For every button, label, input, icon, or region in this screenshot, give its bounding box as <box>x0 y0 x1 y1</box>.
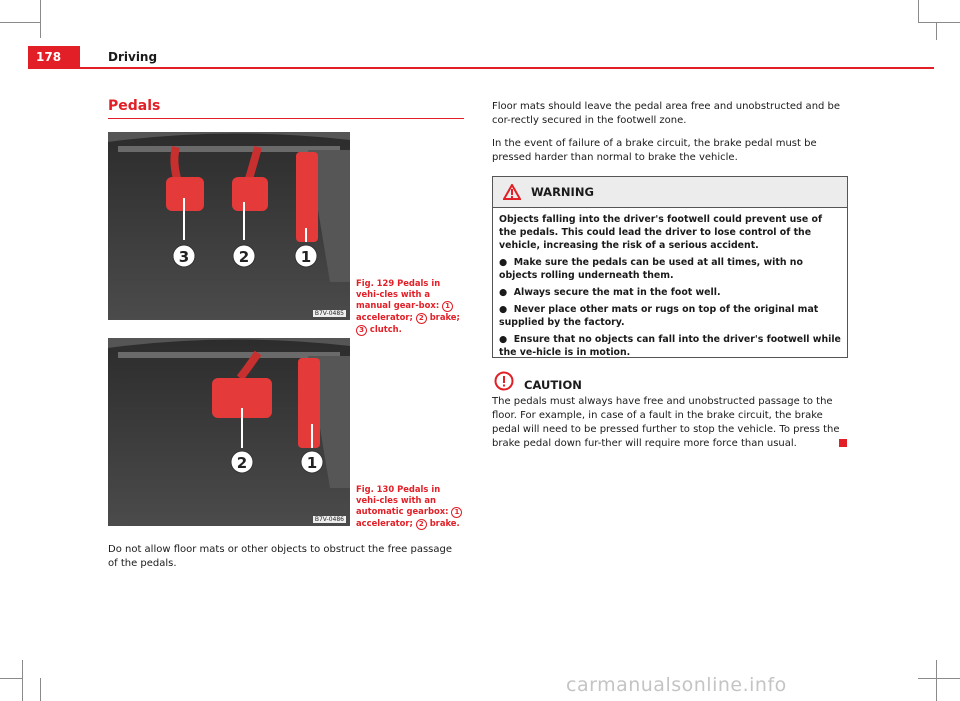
warning-lead: Objects falling into the driver's footwell could prevent use of the pedals. This could lead the driver to lose control of the vehicle, increasing the risk of a serious accident. <box>499 214 823 251</box>
figure-caption <box>356 278 466 336</box>
crop-mark <box>918 0 919 22</box>
bullet-icon: ● <box>499 257 514 268</box>
caption-text: accelerator; <box>356 518 413 528</box>
pedals-illustration <box>108 132 350 320</box>
warning-header <box>493 177 847 208</box>
warning-box <box>492 176 848 358</box>
body-paragraph: Do not allow floor mats or other objects to obstruct the free passage of the pedals. <box>108 544 453 569</box>
callout-1: 1 <box>300 248 312 266</box>
figure-automatic-pedals <box>108 338 350 526</box>
figure-code: B7V-0485 <box>314 310 344 317</box>
caption-text: Pedals in vehi-cles with a manual gear-box: <box>356 278 441 310</box>
warning-bullet <box>499 256 841 282</box>
caption-text: brake. <box>429 518 460 528</box>
caption-text: accelerator; <box>356 312 413 322</box>
caption-text: Pedals in vehi-cles with an automatic gearbox: <box>356 484 449 516</box>
section-rule <box>108 118 464 119</box>
chapter-title: Driving <box>108 50 158 64</box>
watermark: carmanualsonline.info <box>566 674 787 696</box>
crop-mark <box>0 22 40 23</box>
warning-triangle-icon <box>503 184 521 200</box>
bullet-text: Always secure the mat in the foot well. <box>513 287 721 298</box>
caption-text: clutch. <box>369 324 402 334</box>
page-number: 178 <box>28 46 80 68</box>
bullet-text: Ensure that no objects can fall into the driver's footwell while the ve-hicle is in motion. <box>499 334 841 358</box>
caution-title: CAUTION <box>524 378 582 392</box>
warning-bullet <box>499 333 841 359</box>
crop-mark <box>22 660 23 701</box>
fig-label: Fig. 129 <box>356 278 395 288</box>
figure-manual-pedals <box>108 132 350 320</box>
warning-title: WARNING <box>531 185 594 199</box>
warning-bullet <box>499 286 841 299</box>
crop-mark <box>936 22 937 40</box>
callout-3: 3 <box>178 248 190 266</box>
bullet-icon: ● <box>499 334 514 345</box>
callout-2: 2 <box>236 454 248 472</box>
crop-mark <box>0 678 22 679</box>
callout-2: 2 <box>238 248 250 266</box>
caption-ref: 2 <box>416 313 427 324</box>
caption-ref: 3 <box>356 325 367 336</box>
header-rule <box>28 67 934 69</box>
crop-mark <box>936 660 937 701</box>
body-paragraph: In the event of failure of a brake circuit, the brake pedal must be pressed harder than normal to brake the vehicle. <box>492 138 817 163</box>
caption-ref: 1 <box>442 301 453 312</box>
bullet-text: Never place other mats or rugs on top of the original mat supplied by the factory. <box>499 304 819 328</box>
caption-ref: 1 <box>451 507 462 518</box>
body-paragraph: Floor mats should leave the pedal area free and unobstructed and be cor-rectly secured in the footwell zone. <box>492 101 841 126</box>
caution-text: The pedals must always have free and unobstructed passage to the floor. For example, in case of a fault in the brake circuit, the brake pedal will need to be pressed further to stop the vehicle. To press the brake pedal down fur-ther will require more force than usual. <box>492 396 840 449</box>
crop-mark <box>918 678 960 679</box>
crop-mark <box>40 678 41 701</box>
warning-body <box>493 208 847 359</box>
warning-bullet <box>499 303 841 329</box>
crop-mark <box>40 0 41 38</box>
bullet-icon: ● <box>499 304 514 315</box>
section-end-marker <box>839 439 847 447</box>
caution-header <box>494 370 582 392</box>
section-title: Pedals <box>108 98 161 114</box>
pedals-illustration <box>108 338 350 526</box>
fig-label: Fig. 130 <box>356 484 395 494</box>
figure-code: B7V-0486 <box>314 516 344 523</box>
callout-1: 1 <box>306 454 318 472</box>
caution-exclamation-icon <box>494 371 514 391</box>
caption-ref: 2 <box>416 519 427 530</box>
crop-mark <box>918 22 960 23</box>
bullet-icon: ● <box>499 287 514 298</box>
caption-text: brake; <box>429 312 460 322</box>
bullet-text: Make sure the pedals can be used at all times, with no objects rolling underneath them. <box>499 257 803 281</box>
figure-caption <box>356 484 466 530</box>
